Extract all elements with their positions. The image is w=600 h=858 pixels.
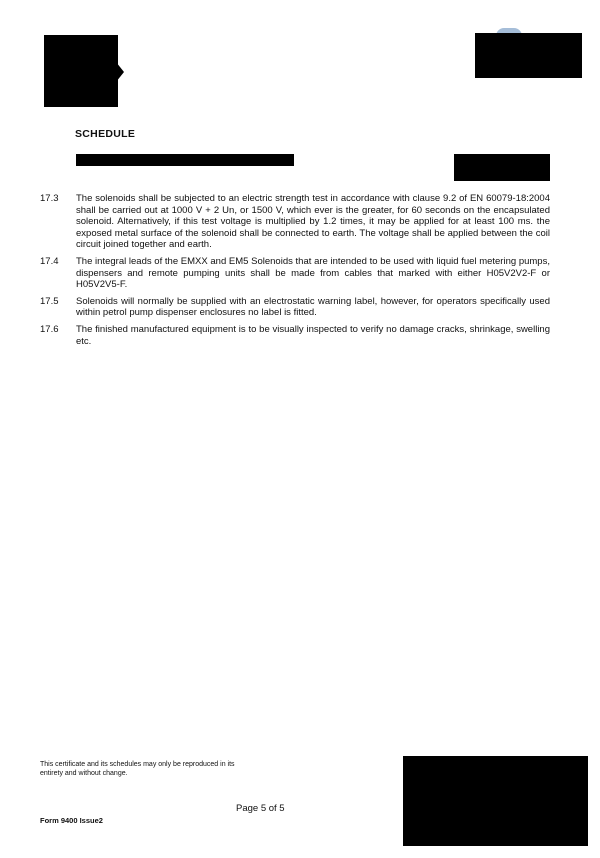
redacted-logo-right [475, 33, 582, 78]
page-heading: SCHEDULE [75, 128, 136, 140]
form-id: Form 9400 Issue2 [40, 816, 103, 825]
clause-text: The integral leads of the EMXX and EM5 Solenoids that are intended to be used with liquid fuel metering pumps, dispensers and remote pumping units shall be made from cables that marked with either H05V2V2-F or H05V2V5-F. [76, 255, 550, 291]
clause-text: Solenoids will normally be supplied with an electrostatic warning label, however, for operators specifically used within petrol pump dispenser enclosures no label is fitted. [76, 295, 550, 319]
redacted-logo-left [44, 35, 118, 107]
redacted-reference-box [454, 154, 550, 181]
clause-17-6 [40, 324, 550, 347]
clause-number: 17.6 [40, 323, 59, 335]
redacted-footer-block [403, 756, 588, 846]
clause-number: 17.3 [40, 193, 59, 204]
redacted-text-bar [76, 154, 294, 166]
reproduction-note: This certificate and its schedules may only be reproduced in its entirety and without change. [40, 761, 235, 777]
clause-text: The finished manufactured equipment is to be visually inspected to verify no damage cracks, shrinkage, swelling etc. [76, 323, 550, 347]
clause-17-4 [40, 256, 550, 291]
clause-number: 17.5 [40, 295, 59, 307]
clause-number: 17.4 [40, 255, 59, 267]
clause-17-3 [40, 193, 550, 251]
redacted-logo-left-notch [116, 62, 124, 82]
clause-17-5 [40, 296, 550, 319]
clause-text: The solenoids shall be subjected to an electric strength test in accordance with clause 9.2 of EN 60079-18:2004 shall be carried out at 1000 V + 2 Un, or 1500 V, which ever is the greater, for 60 seconds on the encapsulated solenoid. Alternatively, if this test voltage is multiplied by 1.2 times, it may be applied for at least 100 ms. the exposed metal surface of the solenoid shall be connected to earth. The voltage shall be applied between the coil circuit joined together and earth. [76, 193, 550, 251]
page-number: Page 5 of 5 [236, 803, 285, 814]
clause-list [40, 193, 550, 352]
